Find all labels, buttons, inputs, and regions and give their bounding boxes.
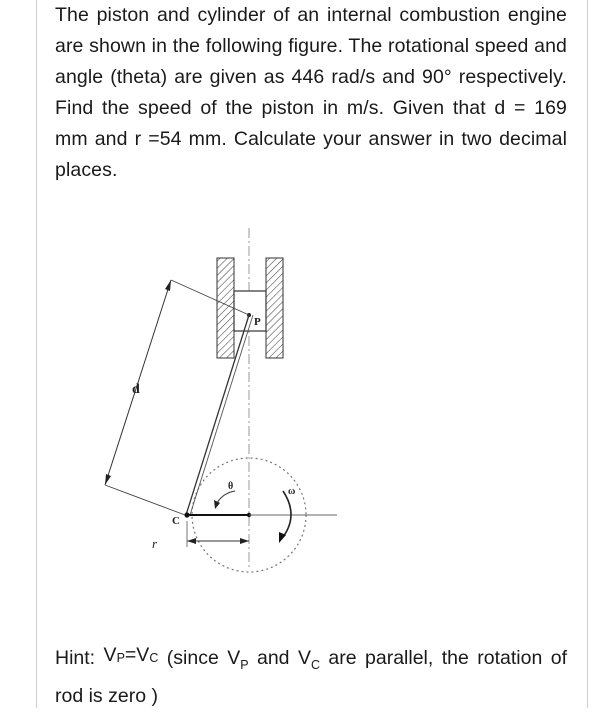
engine-figure [57,223,337,588]
hint-equation: $V_P=V_C$ [103,644,159,666]
label-crank: C [172,515,180,527]
label-omega: ω [288,486,296,497]
hint-label: Hint: [55,647,96,669]
crank-pin [184,512,189,517]
piston-label: P [254,316,261,328]
cylinder-wall-left [217,258,234,358]
label-r: r [152,536,158,551]
extension-line-bottom [105,485,185,515]
label-d: d [132,382,140,397]
question-text: The piston and cylinder of an internal combustion engine are shown in the following figure. The rotational speed and angle (theta) are given as 446 rad/s and 90° respectively. Find the speed of the piston in m/s. Given that d = 169 mm and r =54 mm. Calculate your answer in two decimal places. [55,4,567,181]
hint-text [55,640,567,712]
omega-arrow [283,491,291,537]
theta-arc [217,491,235,503]
cylinder-wall-right [266,258,283,358]
hint-explanation: (since $V_P$ and $V_C$ are parallel, the rotation of rod is zero ) [55,647,567,707]
label-theta: θ [228,481,234,492]
question-card [36,0,588,708]
